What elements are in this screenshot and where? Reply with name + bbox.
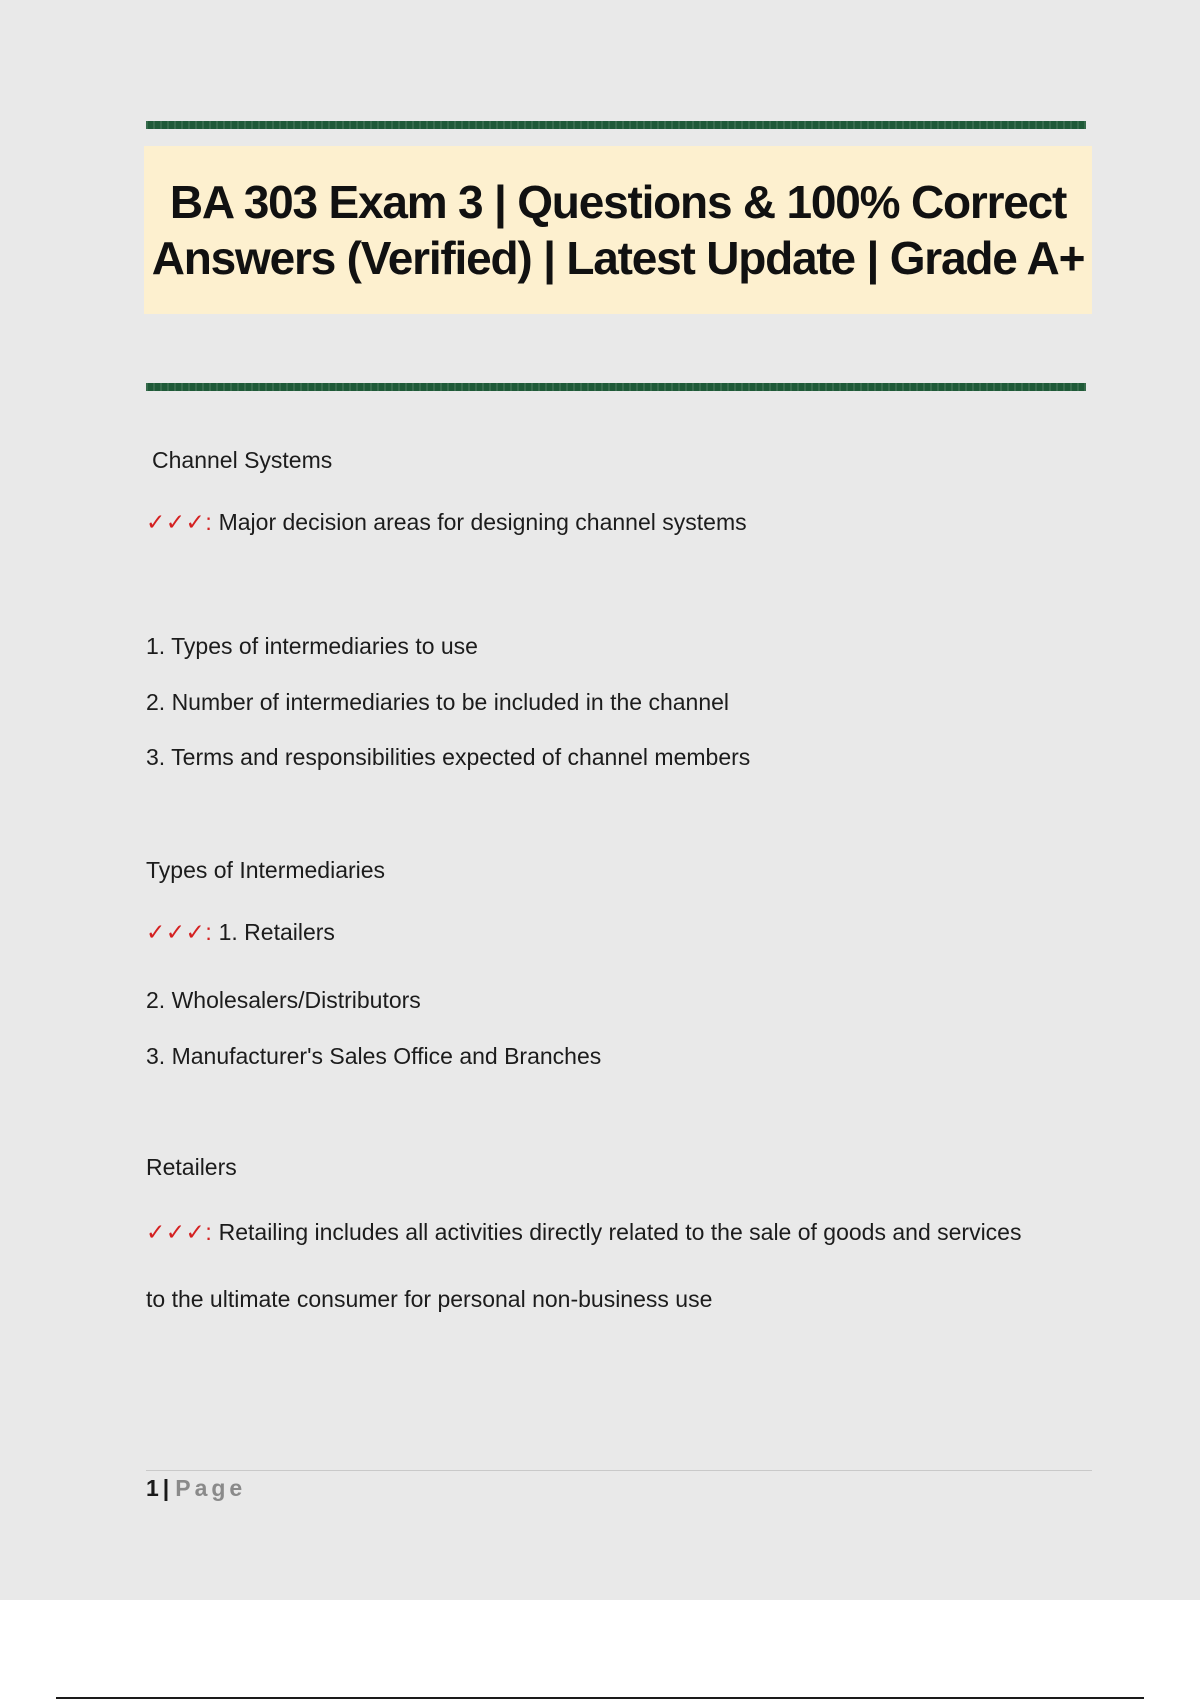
- list-item: 2. Wholesalers/Distributors: [146, 987, 421, 1013]
- answer-text: 1. Retailers: [218, 919, 335, 945]
- title-banner: [144, 146, 1092, 314]
- list-item: 3. Terms and responsibilities expected of channel members: [146, 744, 751, 770]
- list-item: 1. Types of intermediaries to use: [146, 633, 478, 659]
- page-number: 1: [146, 1475, 159, 1501]
- footer-divider: [146, 1470, 1092, 1471]
- next-page-top-rule: [56, 1697, 1144, 1699]
- question-retailers: Retailers: [146, 1154, 237, 1180]
- question-types-of-intermediaries: Types of Intermediaries: [146, 857, 386, 883]
- answer-text: Major decision areas for designing channel systems: [218, 509, 747, 535]
- question-channel-systems: Channel Systems: [152, 447, 333, 473]
- top-divider: [146, 121, 1086, 129]
- answer-line: [146, 918, 335, 946]
- checkmark-icon: ✓✓✓:: [146, 919, 213, 945]
- answer-line: [146, 508, 747, 536]
- page-footer: [146, 1474, 246, 1502]
- document-title: BA 303 Exam 3 | Questions & 100% Correct Answers (Verified) | Latest Update | Grade A+: [151, 176, 1085, 284]
- answer-line: [146, 1218, 1021, 1246]
- list-item: 3. Manufacturer's Sales Office and Branches: [146, 1043, 602, 1069]
- page-label: Page: [175, 1475, 247, 1501]
- checkmark-icon: ✓✓✓:: [146, 509, 213, 535]
- list-item: 2. Number of intermediaries to be included in the channel: [146, 689, 730, 715]
- title-divider: [146, 383, 1086, 391]
- answer-text: Retailing includes all activities directly related to the sale of goods and services: [218, 1219, 1022, 1245]
- checkmark-icon: ✓✓✓:: [146, 1219, 213, 1245]
- page-separator: |: [162, 1475, 170, 1501]
- answer-continuation: to the ultimate consumer for personal non-business use: [146, 1286, 713, 1312]
